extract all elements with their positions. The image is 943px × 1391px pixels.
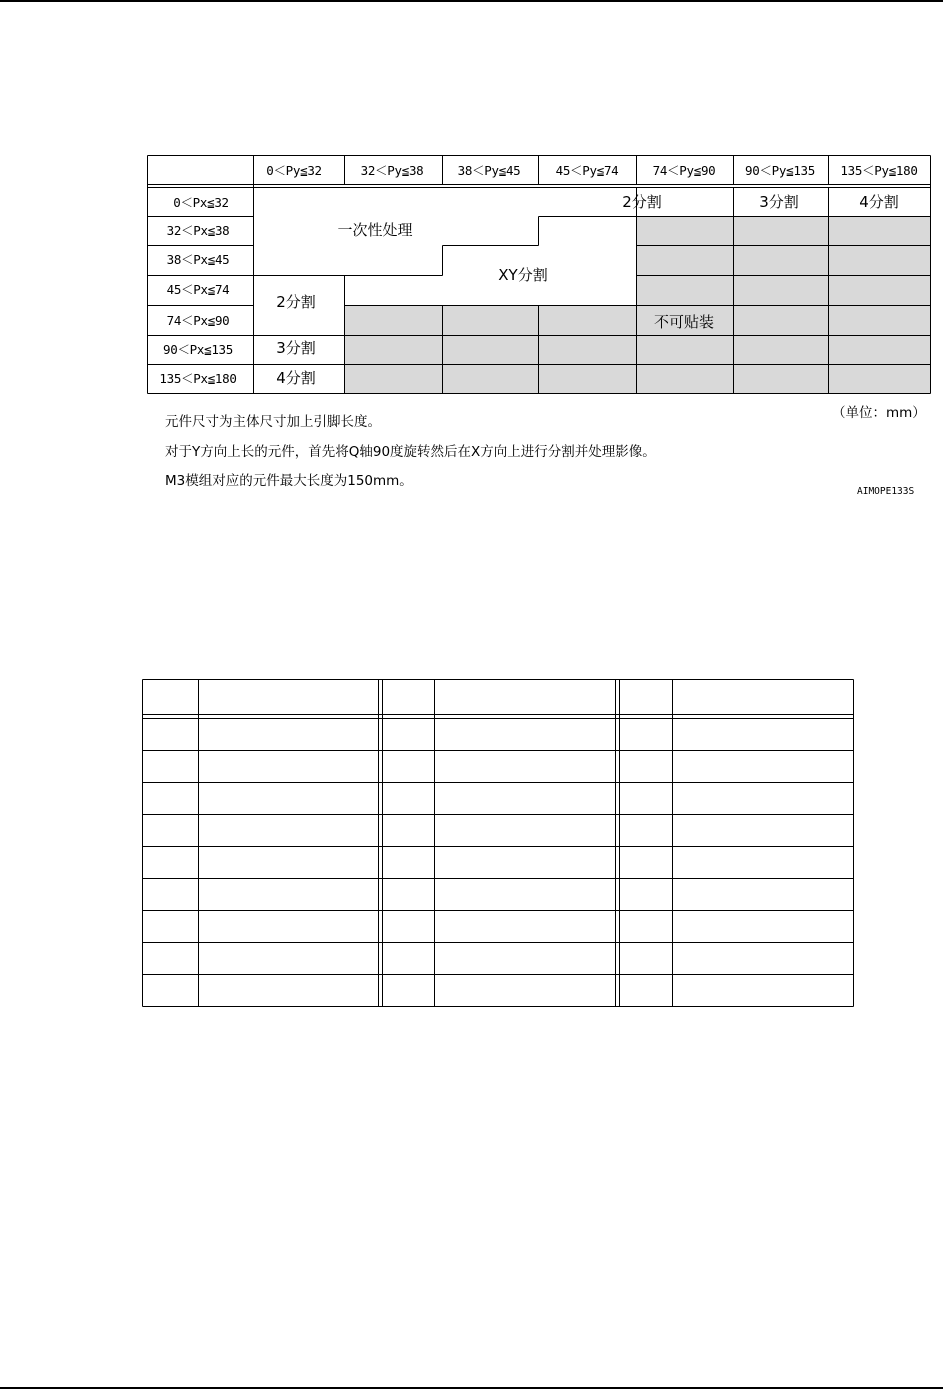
shaded-cell — [734, 365, 829, 394]
shaded-cell — [829, 336, 931, 365]
col-header: 45＜Py≦74 — [555, 163, 619, 178]
region-3-split-left: 3分割 — [276, 339, 316, 357]
shaded-cell — [637, 276, 734, 306]
shaded-cell — [829, 365, 931, 394]
blank-table-grid — [142, 679, 854, 1007]
region-2-split-left: 2分割 — [276, 293, 316, 311]
shaded-cell — [539, 306, 637, 336]
col-header: 135＜Py≦180 — [840, 163, 918, 178]
col-header: 38＜Py≦45 — [457, 163, 521, 178]
note-line-1: 元件尺寸为主体尺寸加上引脚长度。 — [165, 414, 381, 430]
col-header: 32＜Py≦38 — [360, 163, 424, 178]
shaded-cell — [637, 217, 734, 246]
shaded-cell — [829, 306, 931, 336]
row-header: 74＜Px≦90 — [166, 313, 230, 328]
shaded-cell — [734, 306, 829, 336]
region-2-split-top: 2分割 — [622, 193, 662, 211]
note-line-3: M3模组对应的元件最大长度为150mm。 — [165, 473, 413, 489]
shaded-cell — [345, 306, 443, 336]
row-header: 32＜Px≦38 — [166, 223, 230, 238]
unit-label: （单位：mm） — [832, 405, 926, 421]
shaded-cell — [734, 217, 829, 246]
shaded-cell — [734, 276, 829, 306]
figure-code: AIMOPE133S — [857, 486, 915, 497]
region-xy-split: XY分割 — [498, 266, 548, 284]
col-header: 0＜Py≦32 — [266, 163, 322, 178]
bottom-rule — [0, 1387, 943, 1389]
row-header: 0＜Px≦32 — [173, 195, 229, 210]
shaded-cell — [829, 276, 931, 306]
shaded-cell — [345, 365, 443, 394]
shaded-cell — [539, 336, 637, 365]
region-4-split-left: 4分割 — [276, 369, 316, 387]
col-header: 74＜Py≦90 — [652, 163, 716, 178]
shaded-cell — [443, 365, 539, 394]
row-header: 45＜Px≦74 — [166, 282, 230, 297]
shaded-cell — [829, 246, 931, 276]
shaded-cell — [734, 336, 829, 365]
top-rule — [0, 0, 943, 2]
shaded-cell — [829, 217, 931, 246]
shaded-cell — [637, 246, 734, 276]
shaded-cell — [345, 336, 443, 365]
region-4-split-top: 4分割 — [859, 193, 899, 211]
shaded-cell — [539, 365, 637, 394]
col-header: 90＜Py≦135 — [744, 163, 816, 178]
row-header: 38＜Px≦45 — [166, 252, 230, 267]
shaded-cell — [637, 336, 734, 365]
region-one-time: 一次性处理 — [337, 221, 413, 239]
shaded-cell — [443, 336, 539, 365]
row-header: 90＜Px≦135 — [162, 342, 234, 357]
shaded-cell — [443, 306, 539, 336]
blank-form-table — [142, 679, 854, 1007]
split-matrix-table — [147, 155, 931, 394]
row-header: 135＜Px≦180 — [159, 371, 237, 386]
note-line-2: 对于Y方向上长的元件，首先将Q轴90度旋转然后在X方向上进行分割并处理影像。 — [165, 444, 656, 460]
shaded-cell — [734, 246, 829, 276]
region-3-split-top: 3分割 — [759, 193, 799, 211]
shaded-cell — [637, 365, 734, 394]
region-not-mountable: 不可贴装 — [653, 313, 715, 331]
